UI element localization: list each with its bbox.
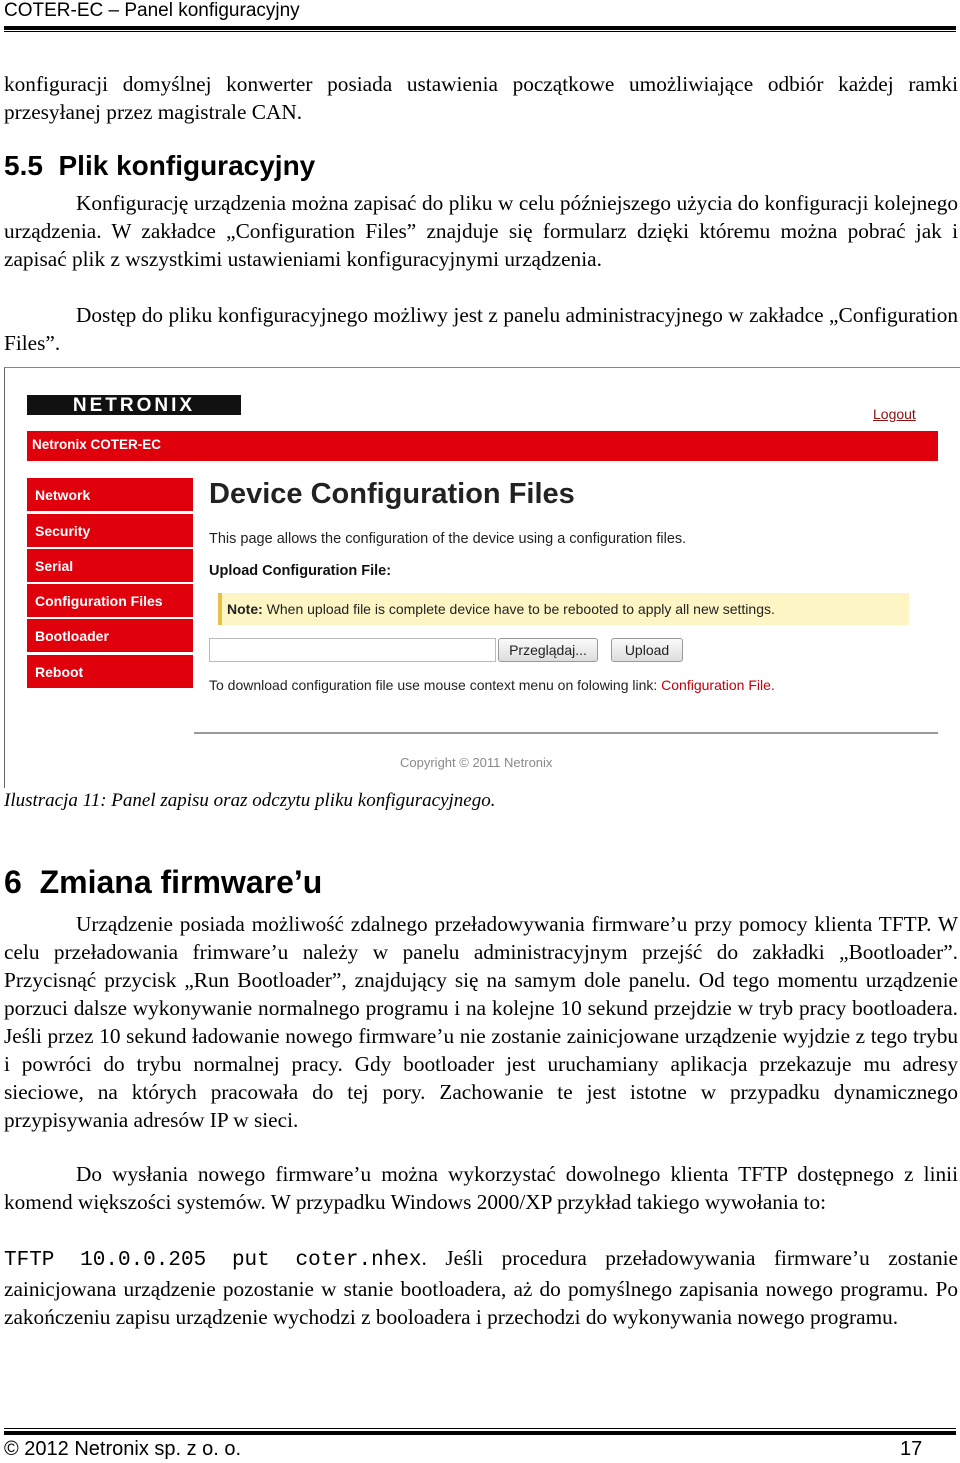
- nav-item-serial[interactable]: [27, 549, 193, 582]
- section-number: 6: [4, 864, 22, 900]
- footer-rule: [4, 1431, 956, 1435]
- nav-label: Serial: [35, 558, 74, 574]
- section-6-paragraph-2: [4, 1160, 958, 1216]
- logo-text: NETRONIX: [72, 395, 196, 415]
- footer-copyright: © 2012 Netronix sp. z o. o.: [4, 1438, 242, 1460]
- section-title: Plik konfiguracyjny: [58, 150, 316, 181]
- nav-item-reboot[interactable]: [27, 655, 193, 688]
- section-number: 5.5: [4, 150, 43, 181]
- header-title: COTER-EC – Panel konfiguracyjny: [4, 0, 300, 21]
- section-5-5-paragraph-1: [4, 189, 958, 273]
- paragraph-text: Do wysłania nowego firmware’u można wykorzystać dowolnego klienta TFTP dostępnego z linii komend większości systemów. W przypadku Windows 2000/XP przykład takiego wywołania to:: [4, 1162, 958, 1214]
- nav-label: Configuration Files: [35, 593, 163, 609]
- section-title: Zmiana firmware’u: [39, 864, 323, 900]
- intro-paragraph: konfiguracji domyślnej konwerter posiada ustawienia początkowe umożliwiające odbiór każdej ramki przesyłanej przez magistrale CAN.: [4, 72, 958, 124]
- top-red-bar: [27, 431, 938, 461]
- paragraph-text: Konfigurację urządzenia można zapisać do pliku w celu późniejszego użycia do konfiguracji kolejnego urządzenia. W zakładce „Configuration Files” znajduje się formularz dzięki któremu można pobrać jak i zapisać plik z wszystkimi ustawieniami konfiguracyjnymi urządzenia.: [4, 191, 958, 271]
- footer-rule-thin: [4, 1428, 956, 1429]
- note-label: Note:: [227, 601, 263, 617]
- paragraph-text: . Jeśli procedura przeładowywania firmware’u zostanie zainicjowana urządzenie pozostanie w stanie bootloadera, aż do pomyślnego zapisania nowego programu. Po zakończeniu zapisu urządzenie wychodzi z booloadera i przechodzi do wykonywania nowego programu.: [4, 1246, 958, 1329]
- browse-button[interactable]: Przeglądaj...: [498, 638, 598, 662]
- download-text: To download configuration file use mouse context menu on folowing link:: [209, 677, 662, 693]
- section-5-5-heading: [4, 150, 315, 182]
- copyright: Copyright © 2011 Netronix: [400, 755, 553, 770]
- paragraph-text: Dostęp do pliku konfiguracyjnego możliwy jest z panelu administracyjnego w zakładce „Configuration Files”.: [4, 303, 958, 355]
- header-rule: [4, 26, 956, 30]
- upload-button[interactable]: Upload: [611, 638, 683, 662]
- nav-item-network[interactable]: [27, 478, 193, 511]
- note-body: When upload file is complete device have to be rebooted to apply all new settings.: [262, 601, 775, 617]
- tftp-command: TFTP 10.0.0.205 put coter.nhex: [4, 1249, 422, 1272]
- netronix-logo: [27, 395, 241, 415]
- figure-caption: Ilustracja 11: Panel zapisu oraz odczytu pliku konfiguracyjnego.: [4, 790, 496, 811]
- note-text: [227, 601, 775, 617]
- logout-link[interactable]: Logout: [873, 406, 916, 422]
- header-rule-thin: [4, 31, 956, 32]
- section-6-paragraph-3: [4, 1244, 958, 1331]
- nav-item-security[interactable]: [27, 514, 193, 547]
- file-path-input[interactable]: [209, 638, 496, 662]
- section-6-paragraph-1: [4, 910, 958, 1134]
- configuration-file-link[interactable]: Configuration File.: [661, 677, 775, 693]
- upload-label: Upload Configuration File:: [209, 563, 392, 579]
- paragraph-text: Urządzenie posiada możliwość zdalnego przeładowywania firmware’u przy pomocy klienta TFTP. W celu przeładowania frimware’u należy w panelu administracyjnym przejść do zakładki „Bootloader”. Przycisnąć przycisk „Run Bootloader”, znajdujący się na samym dole panelu. Od tego momentu urządzenie porzuci dalsze wykonywanie normalnego programu i na kolejne 10 sekund przejdzie w tryb pracy bootloadera. Jeśli przez 10 sekund ładowanie nowego firmware’u nie zostanie zainicjowane urządzenie wyjdzie z tego trybu i powróci do trybu normalnej pracy. Gdy bootloader jest uruchamiany aplikacja przekazuje mu adresy sieciowe, na których pracowała do tej pory. Zachowanie te jest istotne w przypadku dynamicznego przypisywania adresów IP w sieci.: [4, 912, 958, 1132]
- section-5-5-paragraph-2: [4, 301, 958, 357]
- download-instructions: [209, 677, 775, 693]
- nav-item-configuration-files[interactable]: [27, 584, 193, 617]
- nav-label: Bootloader: [35, 628, 109, 644]
- nav-label: Security: [35, 523, 91, 539]
- page-number: 17: [900, 1438, 923, 1460]
- section-6-heading: [4, 864, 322, 901]
- nav-label: Network: [35, 487, 91, 503]
- page-title: Device Configuration Files: [209, 478, 575, 510]
- nav-label: Reboot: [35, 664, 84, 680]
- bar-title: Netronix COTER-EC: [32, 437, 162, 452]
- divider: [194, 732, 938, 734]
- page-description: This page allows the configuration of the device using a configuration files.: [209, 531, 687, 547]
- nav-item-bootloader[interactable]: [27, 619, 193, 652]
